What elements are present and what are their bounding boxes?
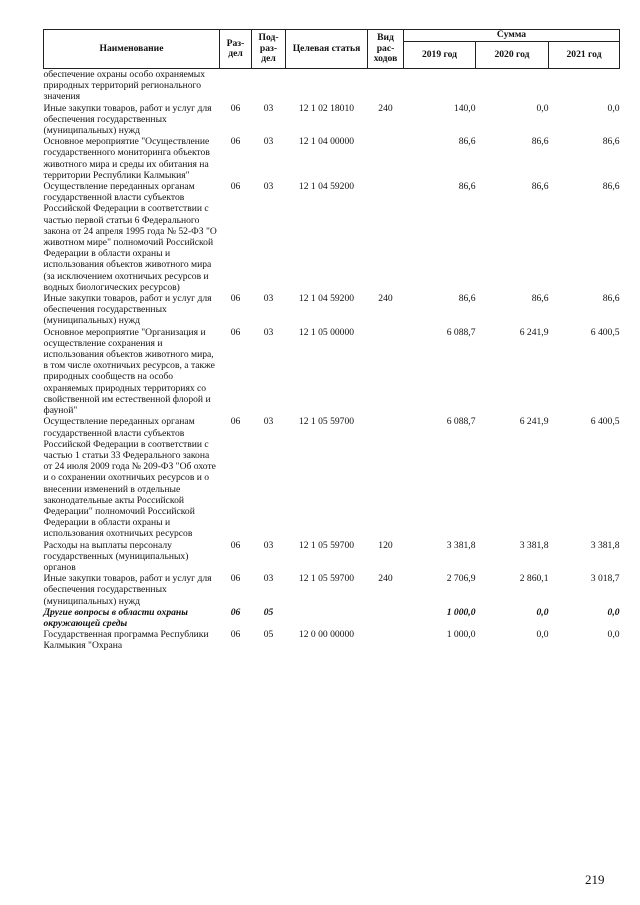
row-sum-2020: 6 241,9 <box>519 416 549 428</box>
row-razdel: 06 <box>230 326 241 338</box>
row-sum-2021: 86,6 <box>602 136 620 148</box>
row-target-article: 12 1 05 59700 <box>298 416 355 428</box>
row-sum-2020: 6 241,9 <box>519 326 549 338</box>
row-podrazdel: 03 <box>263 573 274 585</box>
row-target-article: 12 1 04 59200 <box>298 181 355 193</box>
row-sum-2020: 0,0 <box>536 102 549 114</box>
row-expense-type <box>368 136 404 181</box>
row-razdel: 06 <box>230 293 241 305</box>
header-year-2019: 2019 год <box>404 42 476 69</box>
row-podrazdel: 05 <box>263 629 274 641</box>
row-razdel: 06 <box>230 416 241 428</box>
row-target-article: 12 0 00 00000 <box>298 629 355 641</box>
row-podrazdel <box>252 69 286 103</box>
row-sum-2020: 86,6 <box>531 293 549 305</box>
header-sum: Сумма <box>404 30 620 42</box>
table-row <box>44 416 620 539</box>
row-name: Осуществление переданных органам государственной власти субъектов Российской Федерации в соответствии с частью 1 статьи 33 Федерального закона от 24 июля 2009 года № 209-ФЗ "Об охоте и о сохранении охотничьих ресурсов и о внесении изменений в отдельные законодательные акты Российской Федерации" полномочий Российской Федерации в области охраны и использования охотничьих ресурсов <box>43 416 216 540</box>
row-name: Основное мероприятие "Организация и осуществление сохранения и использования объектов животного мира, в том числе охотничьих ресурсов, а также природных сообществ на особо охраняемых природных территориях со свойственной им естественной флорой и фауной" <box>43 326 215 417</box>
row-sum-2021: 6 400,5 <box>590 326 620 338</box>
row-sum-2019: 1 000,0 <box>446 606 476 618</box>
row-name: Расходы на выплаты персоналу государственных (муниципальных) органов <box>43 539 189 573</box>
row-sum-2019: 2 706,9 <box>446 573 476 585</box>
row-razdel <box>220 69 252 103</box>
row-razdel: 06 <box>230 539 241 551</box>
row-podrazdel: 03 <box>263 326 274 338</box>
row-sum-2021: 6 400,5 <box>590 416 620 428</box>
table-row <box>44 69 620 103</box>
row-name: Государственная программа Республики Калмыкия "Охрана <box>43 629 209 652</box>
row-sum-2021: 3 381,8 <box>590 539 620 551</box>
row-podrazdel: 03 <box>263 102 274 114</box>
row-sum-2020: 86,6 <box>531 181 549 193</box>
row-sum-2019: 86,6 <box>458 181 476 193</box>
row-expense-type: 240 <box>378 293 393 305</box>
row-sum-2021: 0,0 <box>607 606 620 618</box>
table-row <box>44 540 620 574</box>
header-name: Наименование <box>44 30 220 69</box>
row-podrazdel: 03 <box>263 181 274 193</box>
budget-table <box>43 29 620 652</box>
row-name: Иные закупки товаров, работ и услуг для обеспечения государственных (муниципальных) нужд <box>43 293 212 327</box>
row-target-article: 12 1 05 59700 <box>298 573 355 585</box>
table-header <box>44 30 620 69</box>
row-name: Другие вопросы в области охраны окружающей среды <box>43 606 188 629</box>
row-expense-type: 120 <box>378 539 393 551</box>
row-expense-type <box>368 416 404 539</box>
row-podrazdel: 05 <box>263 606 274 618</box>
row-expense-type: 240 <box>378 102 393 114</box>
row-podrazdel: 03 <box>263 293 274 305</box>
row-sum-2019: 6 088,7 <box>446 416 476 428</box>
row-sum-2020: 86,6 <box>531 136 549 148</box>
row-sum-2021: 0,0 <box>607 102 620 114</box>
row-name: Основное мероприятие "Осуществление государственного мониторинга объектов животного мира и среды их обитания на территории Республики Калмыкия" <box>43 136 210 181</box>
header-expense-type: Вид рас- ходов <box>368 30 404 69</box>
row-razdel: 06 <box>230 136 241 148</box>
row-target-article: 12 1 04 00000 <box>298 136 355 148</box>
row-sum-2019: 86,6 <box>458 293 476 305</box>
row-sum-2021: 0,0 <box>607 629 620 641</box>
row-expense-type <box>368 607 404 629</box>
page-number: 219 <box>585 872 605 887</box>
header-year-2021: 2021 год <box>549 42 620 69</box>
row-sum-2021 <box>549 69 620 103</box>
row-name: Иные закупки товаров, работ и услуг для обеспечения государственных (муниципальных) нужд <box>43 573 212 607</box>
row-sum-2020: 0,0 <box>536 629 549 641</box>
header-razdel: Раз- дел <box>220 30 252 69</box>
row-target-article <box>286 607 368 629</box>
row-expense-type <box>368 629 404 651</box>
row-podrazdel: 03 <box>263 136 274 148</box>
row-sum-2021: 3 018,7 <box>590 573 620 585</box>
row-expense-type <box>368 69 404 103</box>
row-expense-type: 240 <box>378 573 393 585</box>
table-row-section <box>44 607 620 629</box>
row-sum-2019 <box>404 69 476 103</box>
row-target-article <box>286 69 368 103</box>
table-row <box>44 293 620 327</box>
row-podrazdel: 03 <box>263 539 274 551</box>
row-name: обеспечение охраны особо охраняемых природных территорий регионального значения <box>43 69 206 103</box>
header-podrazdel: Под- раз- дел <box>252 30 286 69</box>
row-sum-2019: 140,0 <box>453 102 476 114</box>
table-row <box>44 103 620 137</box>
row-sum-2019: 6 088,7 <box>446 326 476 338</box>
row-expense-type <box>368 327 404 417</box>
row-sum-2021: 86,6 <box>602 181 620 193</box>
row-target-article: 12 1 04 59200 <box>298 293 355 305</box>
table-row <box>44 573 620 607</box>
header-target-article: Целевая статья <box>286 30 368 69</box>
row-target-article: 12 1 02 18010 <box>298 102 355 114</box>
row-target-article: 12 1 05 00000 <box>298 326 355 338</box>
row-sum-2021: 86,6 <box>602 293 620 305</box>
row-sum-2019: 1 000,0 <box>446 629 476 641</box>
row-name: Иные закупки товаров, работ и услуг для обеспечения государственных (муниципальных) нужд <box>43 102 212 137</box>
row-sum-2020 <box>476 69 549 103</box>
row-razdel: 06 <box>230 102 241 114</box>
table-row <box>44 136 620 181</box>
row-target-article: 12 1 05 59700 <box>298 539 355 551</box>
row-sum-2020: 0,0 <box>536 606 549 618</box>
row-sum-2019: 3 381,8 <box>446 539 476 551</box>
row-razdel: 06 <box>230 606 241 618</box>
row-sum-2019: 86,6 <box>458 136 476 148</box>
header-year-2020: 2020 год <box>476 42 549 69</box>
row-name: Осуществление переданных органам государственной власти субъектов Российской Федерации в соответствии с частью первой статьи 6 Федерального закона от 24 апреля 1995 года № 52-ФЗ "О животном мире" полномочий Российской Федерации в области охраны и использования объектов животного мира (за исключением охотничьих ресурсов и водных биологических ресурсов) <box>43 181 217 293</box>
table-body <box>44 69 620 652</box>
row-sum-2020: 3 381,8 <box>519 539 549 551</box>
row-expense-type <box>368 181 404 293</box>
table-row <box>44 327 620 417</box>
row-razdel: 06 <box>230 181 241 193</box>
row-podrazdel: 03 <box>263 416 274 428</box>
table-row <box>44 629 620 651</box>
table-row <box>44 181 620 293</box>
row-sum-2020: 2 860,1 <box>519 573 549 585</box>
row-razdel: 06 <box>230 573 241 585</box>
row-razdel: 06 <box>230 629 241 641</box>
